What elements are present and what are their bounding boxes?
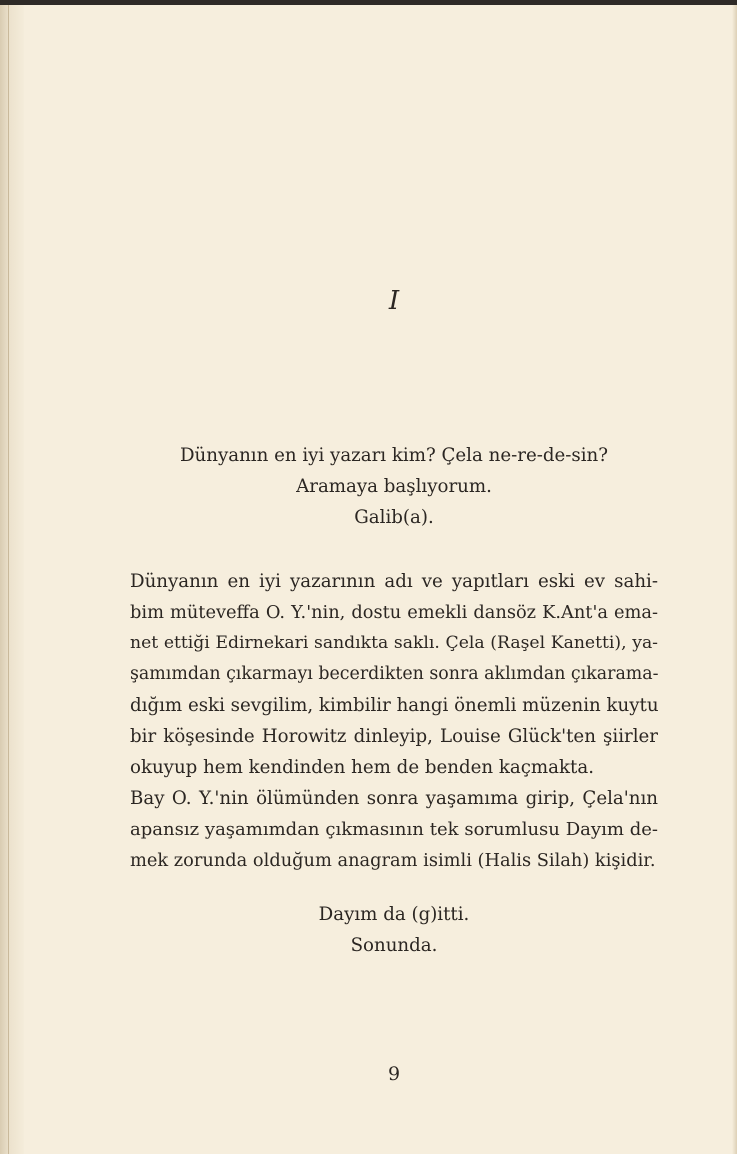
- book-gutter: [0, 5, 24, 1154]
- paragraph-1-line: bim müteveffa O. Y.'nin, dostu emekli dansöz K.Ant'a ema-: [130, 602, 658, 623]
- paragraph-1-line: şamımdan çıkarmayı becerdikten sonra aklımdan çıkarama-: [130, 664, 659, 684]
- paragraph-2-line: mek zorunda olduğum anagram isimli (Halis Silah) kişidir.: [130, 850, 656, 871]
- gutter-fold-line: [8, 5, 9, 1154]
- paragraph-2: [130, 783, 658, 876]
- opening-line-2: Aramaya başlıyorum.: [296, 476, 492, 497]
- opening-line-3: Galib(a).: [354, 507, 434, 528]
- closing-line-1: Dayım da (g)itti.: [318, 904, 470, 925]
- paragraph-1-line: net ettiği Edirnekari sandıkta saklı. Çela (Raşel Kanetti), ya-: [130, 633, 658, 653]
- opening-line-1: Dünyanın en iyi yazarı kim? Çela ne-re-de-sin?: [179, 445, 609, 466]
- paragraph-2-line: apansız yaşamımdan çıkmasının tek sorumlusu Dayım de-: [130, 819, 658, 840]
- page-number: 9: [387, 1063, 401, 1085]
- chapter-numeral: I: [388, 286, 400, 316]
- paragraph-1-line: Dünyanın en iyi yazarının adı ve yapıtları eski ev sahi-: [130, 571, 658, 592]
- closing-line-2: Sonunda.: [350, 935, 438, 956]
- paragraph-1-line: okuyup hem kendinden hem de benden kaçmakta.: [130, 757, 594, 778]
- book-page: [130, 0, 658, 1154]
- page-right-edge: [732, 5, 737, 1154]
- paragraph-1-line: bir köşesinde Horowitz dinleyip, Louise Glück'ten şiirler: [130, 726, 658, 747]
- paragraph-1: [130, 566, 658, 783]
- paragraph-1-line: dığım eski sevgilim, kimbilir hangi önemli müzenin kuytu: [130, 695, 659, 716]
- paragraph-2-line: Bay O. Y.'nin ölümünden sonra yaşamıma girip, Çela'nın: [130, 788, 658, 809]
